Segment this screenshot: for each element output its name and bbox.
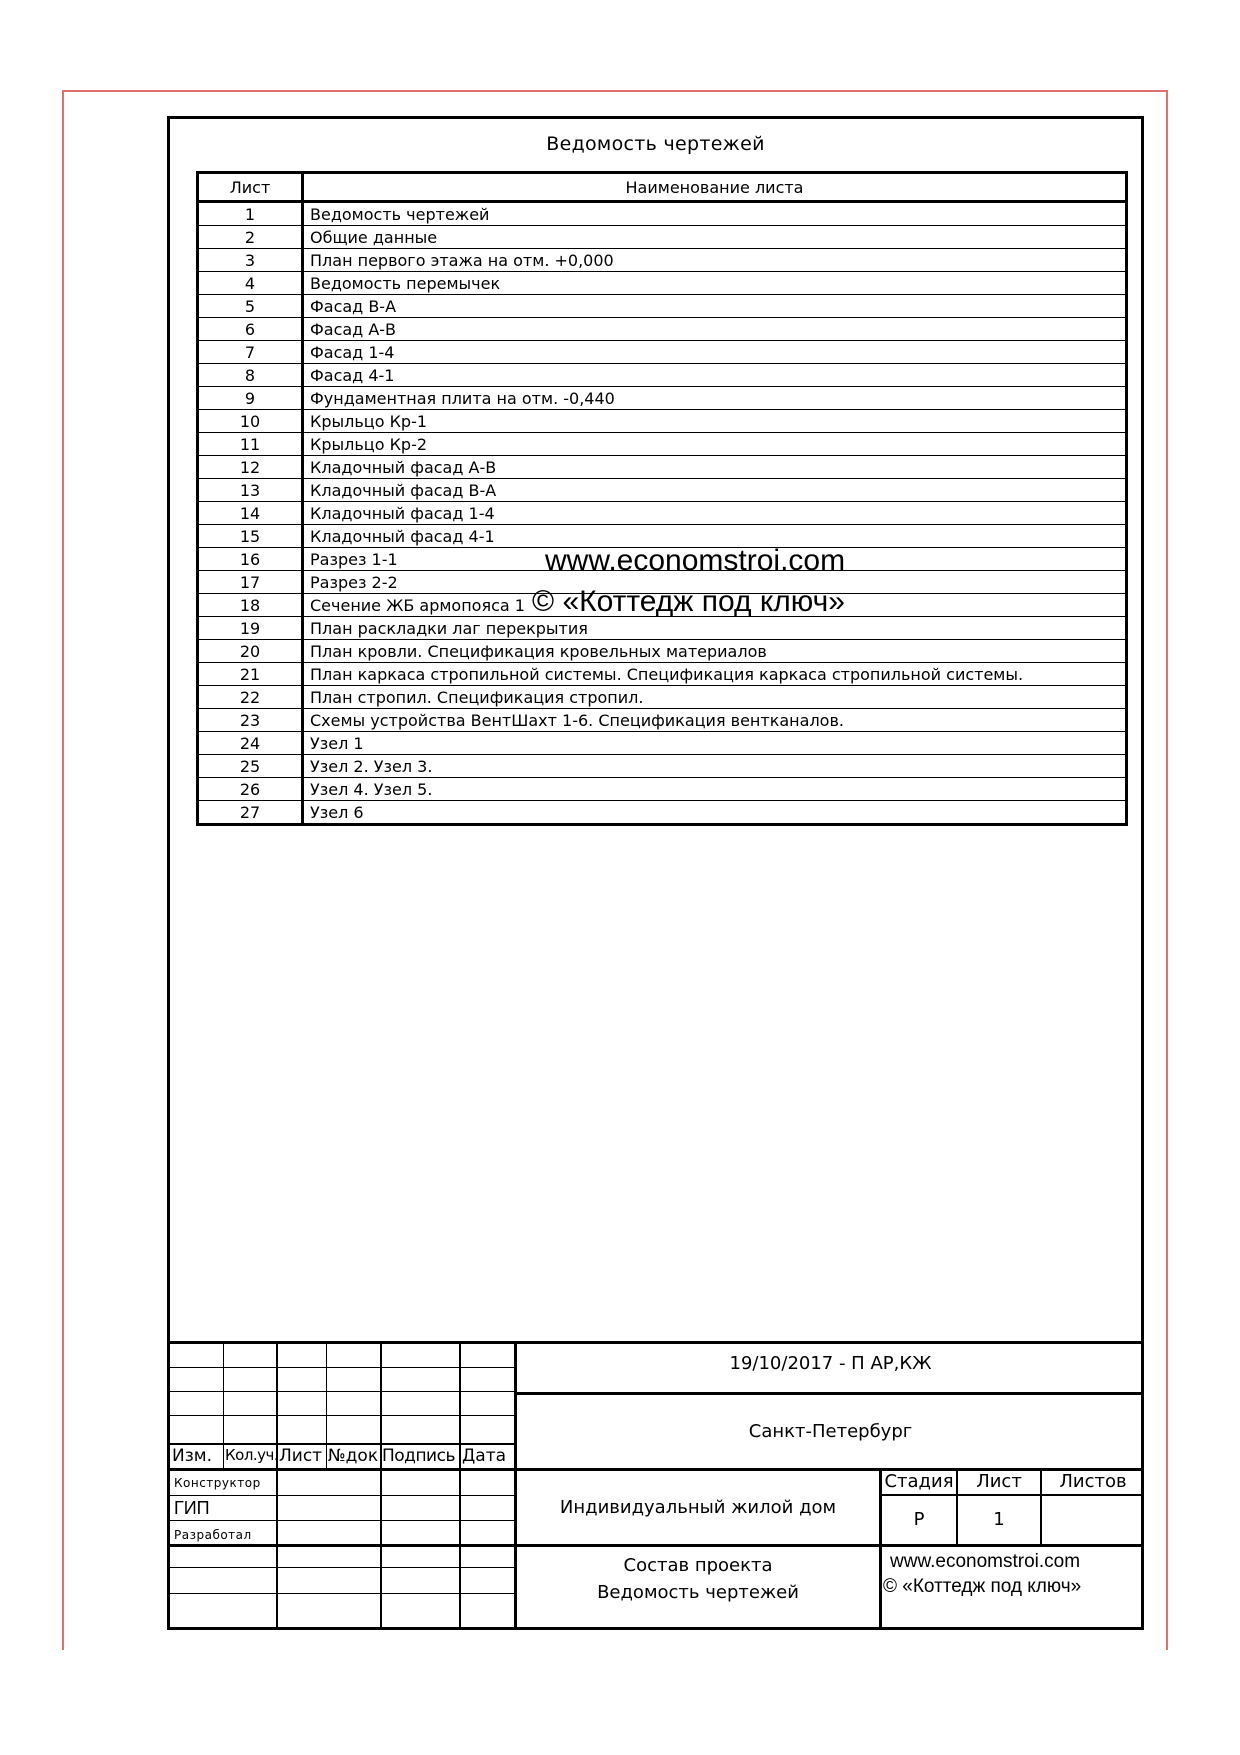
sheet-name-cell: Общие данные <box>303 226 1127 249</box>
stage-header: Стадия <box>884 1471 954 1492</box>
table-row <box>198 732 1127 755</box>
table-row <box>198 755 1127 778</box>
header-list: Лист <box>279 1446 323 1466</box>
document-code: 19/10/2017 - П АР,КЖ <box>729 1353 932 1374</box>
stamp-line <box>170 1544 1144 1547</box>
table-row <box>198 663 1127 686</box>
sheet-name-cell: Кладочный фасад В-А <box>303 479 1127 502</box>
table-row <box>198 456 1127 479</box>
table-row <box>198 249 1127 272</box>
sheet-number-cell: 9 <box>198 387 303 410</box>
stamp-col-line <box>326 1341 327 1469</box>
stamp-col-line <box>223 1341 224 1469</box>
table-row <box>198 387 1127 410</box>
stamp-col-line <box>380 1341 382 1630</box>
table-row <box>198 341 1127 364</box>
header-izm: Изм. <box>172 1446 212 1466</box>
sheet-name-cell: Крыльцо Кр-2 <box>303 433 1127 456</box>
table-row <box>198 479 1127 502</box>
sheet-name-cell: Узел 6 <box>303 801 1127 825</box>
table-row <box>198 272 1127 295</box>
sheet-number-cell: 5 <box>198 295 303 318</box>
watermark-copyright: © «Коттедж под ключ» <box>532 585 845 618</box>
sheet-title: Ведомость чертежей <box>546 133 765 155</box>
sheet-name-cell: Схемы устройства ВентШахт 1-6. Спецификация вентканалов. <box>303 709 1127 732</box>
sheet-number-cell: 24 <box>198 732 303 755</box>
stamp-line <box>170 1520 514 1521</box>
sheet-name-cell: Ведомость перемычек <box>303 272 1127 295</box>
sheet-number-cell: 27 <box>198 801 303 825</box>
sheet-name-cell: Фасад 1-4 <box>303 341 1127 364</box>
stamp-line <box>170 1367 514 1368</box>
sheet-number-cell: 23 <box>198 709 303 732</box>
sheet-number-cell: 6 <box>198 318 303 341</box>
sheet-name-cell: Ведомость чертежей <box>303 202 1127 226</box>
sheet-name-cell: План стропил. Спецификация стропил. <box>303 686 1127 709</box>
table-row <box>198 295 1127 318</box>
sheet-number-cell: 11 <box>198 433 303 456</box>
sheet-name-cell: План раскладки лаг перекрытия <box>303 617 1127 640</box>
sheet-number-cell: 2 <box>198 226 303 249</box>
sheet-edge-right <box>1166 90 1168 1650</box>
sheet-number-cell: 22 <box>198 686 303 709</box>
stamp-line <box>170 1593 514 1594</box>
stamp-col-line <box>879 1468 882 1630</box>
sheet-name-cell: Кладочный фасад А-В <box>303 456 1127 479</box>
sheet-number-cell: 25 <box>198 755 303 778</box>
header-podpis: Подпись <box>382 1446 455 1466</box>
table-row <box>198 778 1127 801</box>
role-gip: ГИП <box>174 1498 210 1518</box>
table-row <box>198 202 1127 226</box>
sheet-number-cell: 26 <box>198 778 303 801</box>
sheet-number-cell: 1 <box>198 202 303 226</box>
column-header-name: Наименование листа <box>303 173 1127 202</box>
sheet-number-cell: 17 <box>198 571 303 594</box>
table-header-row <box>198 173 1127 202</box>
sheet-number-cell: 10 <box>198 410 303 433</box>
header-kol-uch: Кол.уч. <box>225 1446 279 1464</box>
sheet-number-cell: 20 <box>198 640 303 663</box>
table-row <box>198 640 1127 663</box>
sheet-name-cell: Фундаментная плита на отм. -0,440 <box>303 387 1127 410</box>
table-row <box>198 433 1127 456</box>
sheet-name-cell: План первого этажа на отм. +0,000 <box>303 249 1127 272</box>
drawing-frame <box>167 116 1144 1630</box>
sheet-number-cell: 14 <box>198 502 303 525</box>
sheet-name-cell: Фасад 4-1 <box>303 364 1127 387</box>
sheet-number-cell: 16 <box>198 548 303 571</box>
table-row <box>198 364 1127 387</box>
sheet-number-cell: 21 <box>198 663 303 686</box>
stamp-line <box>880 1494 1144 1496</box>
stamp-line <box>170 1567 514 1568</box>
sheet-name-cell: Крыльцо Кр-1 <box>303 410 1127 433</box>
table-row <box>198 686 1127 709</box>
sheet-number-cell: 7 <box>198 341 303 364</box>
stamp-line <box>170 1415 514 1416</box>
table-row <box>198 226 1127 249</box>
sheet-edge-left <box>62 90 64 1650</box>
sheet-number-cell: 19 <box>198 617 303 640</box>
document-name-line-2: Ведомость чертежей <box>597 1582 799 1603</box>
sheet-name-cell: Узел 1 <box>303 732 1127 755</box>
header-data: Дата <box>462 1446 507 1466</box>
site-copyright: © «Коттедж под ключ» <box>883 1576 1082 1597</box>
stamp-line <box>170 1443 514 1445</box>
role-konstruktor: Конструктор <box>174 1476 261 1490</box>
sheet-name-cell: Кладочный фасад 4-1 <box>303 525 1127 548</box>
sheet-name-cell: Узел 4. Узел 5. <box>303 778 1127 801</box>
watermark-url: www.economstroi.com <box>545 544 846 577</box>
city-label: Санкт-Петербург <box>748 1421 913 1442</box>
drawings-list-table <box>196 171 1128 826</box>
sheet-number-cell: 13 <box>198 479 303 502</box>
sheet-name-cell: Фасад В-А <box>303 295 1127 318</box>
site-url: www.economstroi.com <box>890 1551 1081 1572</box>
table-row <box>198 502 1127 525</box>
sheet-number-cell: 12 <box>198 456 303 479</box>
stamp-col-line <box>276 1341 278 1630</box>
sheet-number-cell: 3 <box>198 249 303 272</box>
stage-value: Р <box>913 1509 925 1530</box>
table-row <box>198 801 1127 825</box>
sheet-number-cell: 4 <box>198 272 303 295</box>
sheet-number-cell: 15 <box>198 525 303 548</box>
stamp-col-line <box>459 1341 461 1630</box>
table-row <box>198 318 1127 341</box>
sheet-name-cell: Кладочный фасад 1-4 <box>303 502 1127 525</box>
sheet-name-cell: Сечение ЖБ армопояса 1 <box>303 594 1127 617</box>
table-row <box>198 410 1127 433</box>
stamp-line <box>514 1392 1144 1395</box>
sheet-name-cell: Разрез 1-1 <box>303 548 1127 571</box>
stamp-line <box>170 1495 514 1496</box>
sheet-number-cell: 8 <box>198 364 303 387</box>
object-name: Индивидуальный жилой дом <box>559 1497 837 1518</box>
table-row <box>198 709 1127 732</box>
stamp-top-line <box>170 1341 1144 1344</box>
sheet-name-cell: План каркаса стропильной системы. Спецификация каркаса стропильной системы. <box>303 663 1127 686</box>
sheet-edge-top <box>62 90 1168 92</box>
sheet-number-cell: 18 <box>198 594 303 617</box>
column-header-sheet: Лист <box>198 173 303 202</box>
header-ndok: №док <box>328 1446 379 1466</box>
document-name-line-1: Состав проекта <box>623 1555 773 1576</box>
sheet-name-cell: Разрез 2-2 <box>303 571 1127 594</box>
sheets-header: Листов <box>1059 1471 1127 1492</box>
sheet-value: 1 <box>993 1509 1005 1530</box>
sheet-name-cell: План кровли. Спецификация кровельных материалов <box>303 640 1127 663</box>
table-body <box>198 202 1127 825</box>
sheet-header: Лист <box>976 1471 1022 1492</box>
sheet-name-cell: Узел 2. Узел 3. <box>303 755 1127 778</box>
table-row <box>198 617 1127 640</box>
stamp-line <box>170 1391 514 1392</box>
role-razrabotal: Разработал <box>174 1528 252 1542</box>
sheet-name-cell: Фасад А-В <box>303 318 1127 341</box>
